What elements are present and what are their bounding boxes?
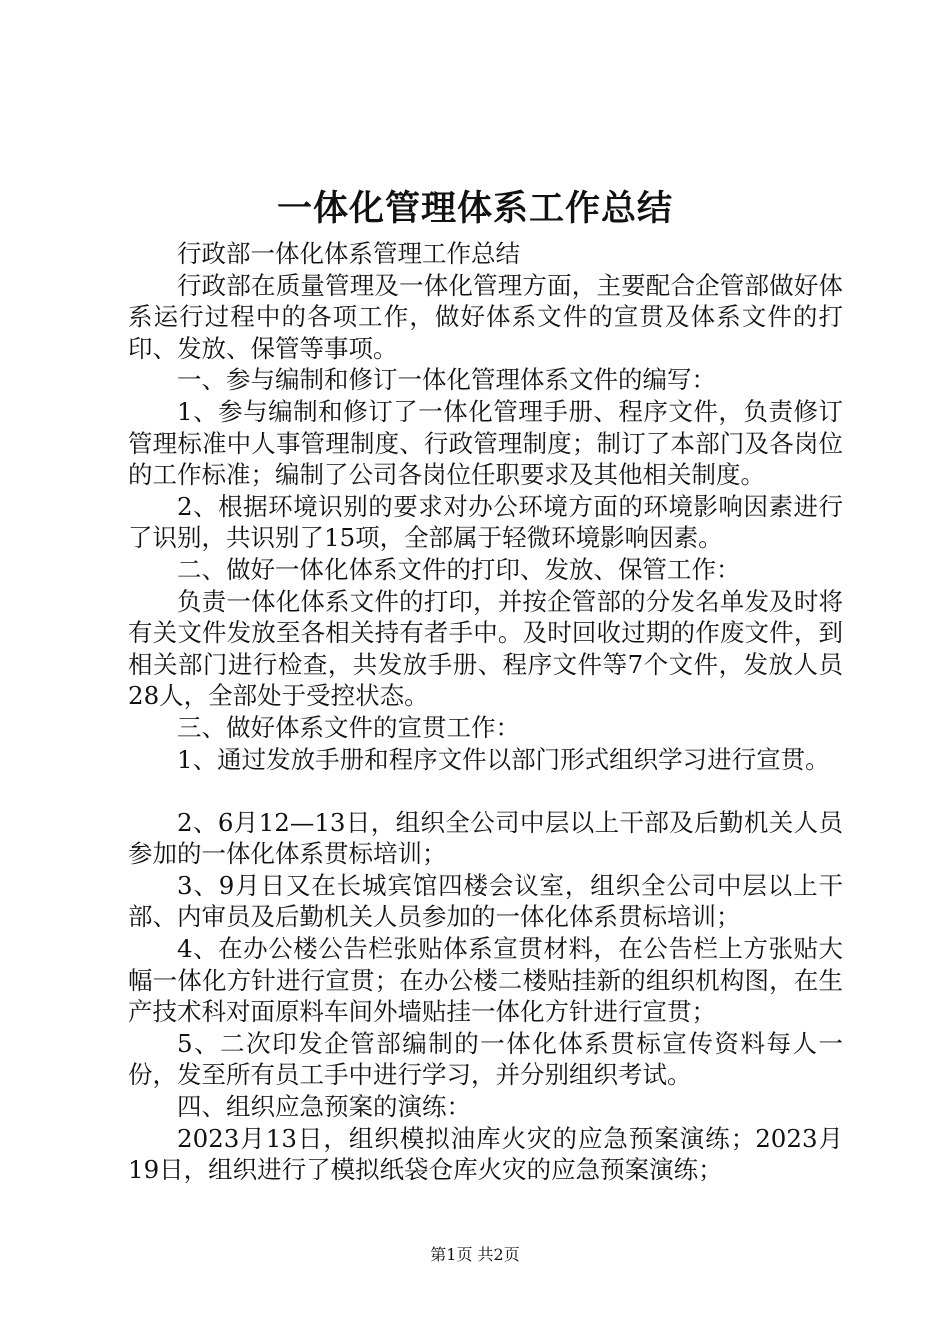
document-title: 一体化管理体系工作总结: [276, 188, 673, 229]
paragraph: 行政部在质量管理及一体化管理方面，主要配合企管部做好体系运行过程中的各项工作，做好体系文件的宣贯及体系文件的打印、发放、保管等事项。: [128, 270, 843, 363]
paragraph: 5、二次印发企管部编制的一体化体系贯标宣传资料每人一份，发至所有员工手中进行学习，并分别组织考试。: [128, 1028, 843, 1090]
paragraph: 行政部一体化体系管理工作总结: [177, 239, 520, 268]
section-heading: 三、做好体系文件的宣贯工作：: [177, 712, 520, 742]
paragraph: 2、6月12—13日，组织全公司中层以上干部及后勤机关人员参加的一体化体系贯标培训；: [128, 807, 843, 869]
paragraph: 3、9月日又在长城宾馆四楼会议室，组织全公司中层以上干部、内审员及后勤机关人员参加的一体化体系贯标培训；: [128, 870, 843, 932]
section-heading: 四、组织应急预案的演练：: [177, 1092, 471, 1122]
paragraph: 负责一体化体系文件的打印，并按企管部的分发名单发及时将有关文件发放至各相关持有者手中。及时回收过期的作废文件，到相关部门进行检查，共发放手册、程序文件等7个文件，发放人员28人，全部处于受控状态。: [128, 586, 843, 711]
paragraph: 4、在办公楼公告栏张贴体系宣贯材料，在公告栏上方张贴大幅一体化方针进行宣贯；在办公楼二楼贴挂新的组织机构图，在生产技术科对面原料车间外墙贴挂一体化方针进行宣贯；: [128, 934, 843, 1027]
document-body: [128, 238, 843, 1186]
page-footer: 第1页 共2页: [430, 1245, 520, 1264]
paragraph: 2023月13日，组织模拟油库火灾的应急预案演练；2023月19日，组织进行了模拟纸袋仓库火灾的应急预案演练；: [128, 1123, 843, 1185]
paragraph: 1、参与编制和修订了一体化管理手册、程序文件，负责修订管理标准中人事管理制度、行政管理制度；制订了本部门及各岗位的工作标准；编制了公司各岗位任职要求及其他相关制度。: [128, 396, 843, 490]
section-heading: 一、参与编制和修订一体化管理体系文件的编写：: [177, 365, 716, 395]
section-heading: 二、做好一体化体系文件的打印、发放、保管工作：: [177, 554, 741, 584]
paragraph: 2、根据环境识别的要求对办公环境方面的环境影响因素进行了识别，共识别了15项，全部属于轻微环境影响因素。: [128, 491, 843, 553]
paragraph: 1、通过发放手册和程序文件以部门形式组织学习进行宣贯。: [177, 744, 830, 774]
